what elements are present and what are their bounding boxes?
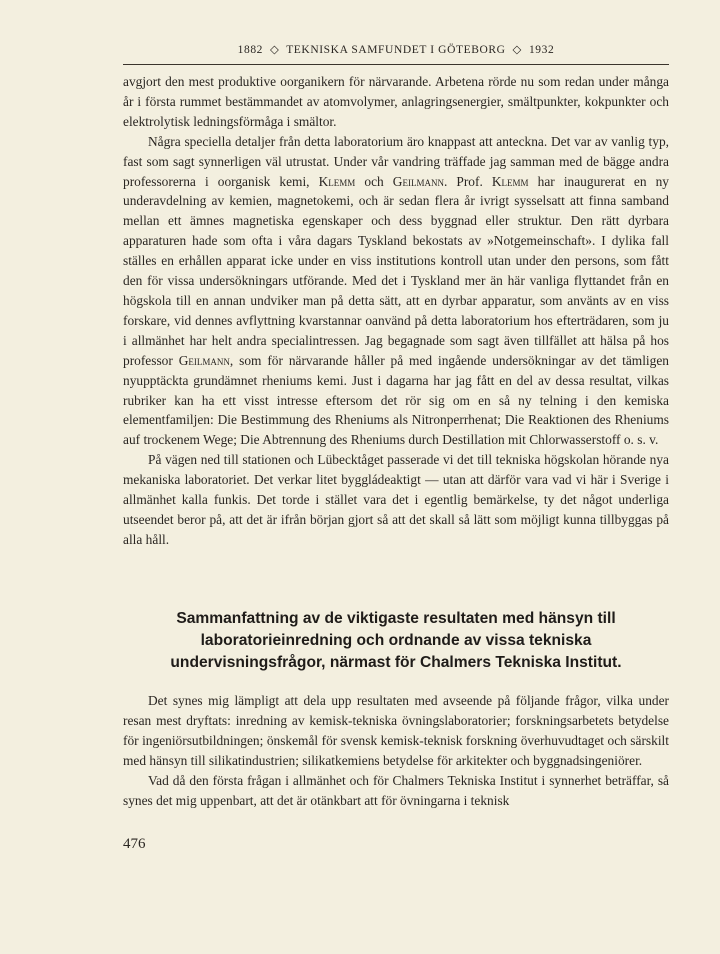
header-separator-icon: ◇ (512, 44, 522, 56)
header-year-end: 1932 (528, 44, 555, 56)
header-separator-icon: ◇ (269, 44, 280, 56)
body-text-lower (123, 691, 669, 810)
header-title: TEKNISKA SAMFUNDET I GÖTEBORG (286, 44, 506, 56)
header-rule (123, 64, 669, 65)
running-header (123, 42, 669, 56)
paragraph-station: På vägen ned till stationen och Lübecktåget passerade vi det till tekniska högskolan hörande nya mekaniska laboratoriet. Det verkar litet byggládeaktigt — utan att därför vara vad vi här i Sverige i allmänhet kalla funkis. Det torde i stället vara det i egentlig bemärkelse, ty det något underliga utseendet beror på, att det är ifrån början gjort så att det skall så lätt som möjligt kunna tillbyggas på alla håll. (123, 452, 669, 547)
paragraph-laboratory: Några speciella detaljer från detta laboratorium äro knappast att anteckna. Det var av vanlig typ, fast som sagt synnerligen väl utrustat. Under vår vandring träffade jag samman med de bägge andra professorerna i oorganisk kemi, Klemm och Geilmann. Prof. Klemm har inaugurerat en ny underavdelning av kemien, magnetokemi, och är sedan flera år ivrigt sysselsatt att finna samband mellan ett ämnes magnetiska egenskaper och dess byggnad eller struktur. Den rätt dyrbara apparaturen hade som ofta i våra dagars Tyskland bekostats av »Notgemeinschaft». I dylika fall ställes en erhållen apparat icke under en viss institutions kontroll utan under den persons, som fått den för vissa undersökningars utförande. Med det i Tyskland mer än här vanliga flyttandet från en högskola till en annan undviker man på detta sätt, att en dyrbar apparatur, som använts av en viss forskare, vid dennes avflyttning kvarstannar oanvänd på detta laboratorium hos efterträdaren, som ju i allmänhet har helt andra specialintressen. Jag begagnade som sagt även tillfället att hälsa på hos professor Geilmann, som för närvarande håller på med ingående undersökningar av det tämligen nyupptäckta grundämnet rheniums kemi. Just i dagarna har jag fått en del av dessa resultat, vilkas rubriker kan ha ett visst intresse eftersom det rör sig om en så ny telning i den kemiska elementfamiljen: Die Bestimmung des Rheniums als Nitronperrhenat; Die Reaktionen des Rheniums auf trockenem Wege; Die Abtrennung des Rheniums durch Destillation mit Chlorwasserstoff o. s. v. (123, 133, 669, 448)
name-klemm: Klemm (318, 173, 356, 189)
name-klemm: Klemm (491, 173, 529, 189)
header-year-start: 1882 (237, 44, 264, 56)
name-geilmann: Geilmann (178, 352, 230, 368)
page-number: 476 (123, 836, 146, 852)
paragraph-continuation: avgjort den mest produktive oorganikern för närvarande. Arbetena rörde nu som redan under många år i första rummet bestämmandet av atomvolymer, anlagringsenergier, smältpunkter, kokpunkter och elektrolytisk ledningsförmåga i smältor. (123, 74, 669, 129)
paragraph-first-question: Vad då den första frågan i allmänhet och för Chalmers Tekniska Institut i synnerhet beträffar, så synes det mig uppenbart, att det är otänkbart att för övningarna i teknisk (123, 772, 669, 808)
section-heading: Sammanfattning av de viktigaste resultaten med hänsyn till laboratorieinredning och ordnande av vissa tekniska undervisningsfrågor, närmast för Chalmers Tekniska Institut. (170, 610, 622, 671)
name-geilmann: Geilmann (392, 173, 444, 189)
body-text-upper (123, 72, 669, 550)
paragraph-summary: Det synes mig lämpligt att dela upp resultaten med avseende på följande frågor, vilka under resan mest dryftats: inredning av kemisk-tekniska övningslaboratorier; forskningsarbetets betydelse för ingeniörsutbildningen; önskemål för svensk kemisk-teknisk forskning överhuvudtaget och särskilt med hänsyn till silikatindustrien; silikatkemiens betydelse för arkitekter och byggnadsingeniörer. (123, 693, 669, 768)
